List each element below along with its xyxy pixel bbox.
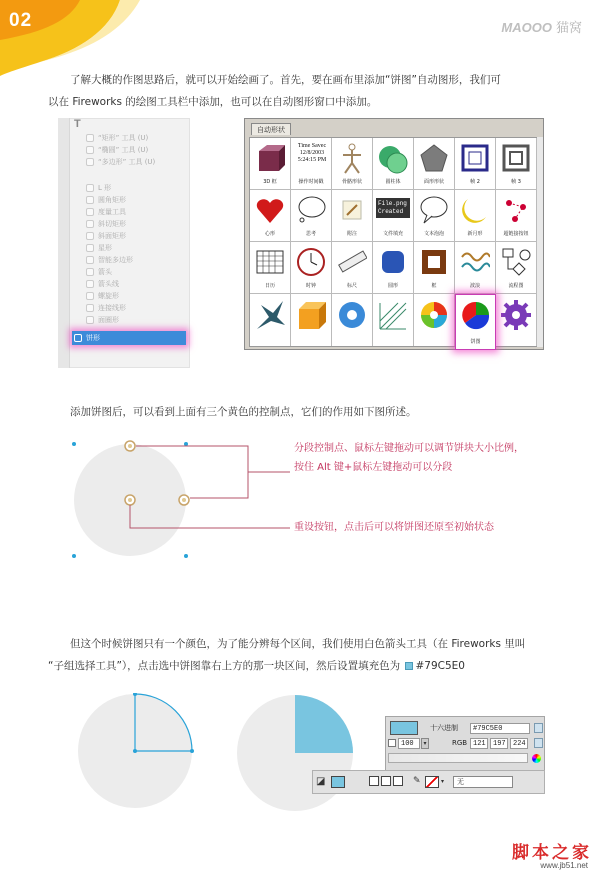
wireframe-icon xyxy=(378,299,408,335)
pie-chart-icon xyxy=(461,300,491,332)
shape-note[interactable]: 附注 xyxy=(332,190,373,242)
crescent-icon xyxy=(460,195,490,227)
3d-box-icon xyxy=(255,143,285,175)
reset-button-note: 重设按钮，点击后可以将饼图还原至初始状态 xyxy=(294,522,494,533)
opacity-input[interactable]: 100 xyxy=(398,738,420,749)
menu-item-spiral[interactable]: 螺旋形 xyxy=(86,290,119,302)
burst-icon xyxy=(255,299,285,335)
fill-color-box[interactable] xyxy=(331,776,345,788)
menu-item-connector[interactable]: 连接线形 xyxy=(86,302,126,314)
shape-ruler[interactable]: 标尺 xyxy=(332,242,373,294)
chapter-badge: 02 xyxy=(9,10,33,31)
bbox-handle-top-right[interactable] xyxy=(184,442,188,446)
autoshapes-window xyxy=(244,118,544,350)
pencil-icon[interactable]: ✎ xyxy=(413,776,421,786)
blue-input[interactable]: 224 xyxy=(510,738,528,749)
speech-bubble-icon xyxy=(419,195,449,227)
pie-filled-segment xyxy=(235,693,375,823)
opacity-dropdown-icon[interactable]: ▾ xyxy=(421,738,429,749)
hex-copy-icon[interactable] xyxy=(534,723,543,733)
shape-ring[interactable] xyxy=(332,294,373,346)
color-picker-panel xyxy=(385,716,545,776)
shape-pie-chart-highlighted[interactable]: 饼图 xyxy=(455,294,496,350)
heart-icon xyxy=(255,195,285,227)
note-icon xyxy=(337,195,367,227)
ring-icon xyxy=(337,299,367,335)
subselect-instruction-line-2: “子组选择工具”），点击选中饼图靠右上方的那一块区间，然后设置填充色为 #79C5E0 xyxy=(48,660,465,672)
opacity-icon xyxy=(388,739,396,747)
shape-3d-cube[interactable] xyxy=(291,294,332,346)
bbox-handle-bottom-left[interactable] xyxy=(72,554,76,558)
menu-item-rectangle[interactable]: “矩形” 工具 (U) xyxy=(86,132,148,144)
hex-label: 十六进制 xyxy=(430,724,458,732)
shape-gear[interactable] xyxy=(496,294,537,346)
skeleton-icon xyxy=(337,143,367,175)
watermark-title: 脚本之家 xyxy=(512,843,592,863)
menu-item-pie-selected[interactable]: 饼形 xyxy=(72,331,186,345)
shape-hyperlink[interactable]: 超链接按钮 xyxy=(496,190,537,242)
hex-input[interactable]: #79C5E0 xyxy=(470,723,530,734)
green-input[interactable]: 197 xyxy=(490,738,508,749)
hyperlink-icon xyxy=(501,195,531,227)
stroke-style-select[interactable]: 无 xyxy=(453,776,513,788)
shape-thought[interactable]: 思考 xyxy=(291,190,332,242)
bbox-handle-top-left[interactable] xyxy=(72,442,76,446)
shape-frame-2[interactable]: 帧 2 xyxy=(455,138,496,190)
red-input[interactable]: 121 xyxy=(470,738,488,749)
film-frame-icon xyxy=(501,143,531,175)
thought-bubble-icon xyxy=(296,195,326,227)
subselect-instruction-line-1: 但这个时候饼图只有一个颜色，为了能分辨每个区间，我们使用白色箭头工具（在 Fireworks 里叫 xyxy=(70,638,526,650)
cylinder-icon xyxy=(378,143,408,175)
shape-polygon[interactable]: 面形形状 xyxy=(414,138,455,190)
shape-clock[interactable]: 时钟 xyxy=(291,242,332,294)
ruler-icon xyxy=(337,247,367,279)
cube-icon xyxy=(296,299,326,335)
menu-item-polygon[interactable]: “多边形” 工具 (U) xyxy=(86,156,155,168)
watermark-url: www.jb51.net xyxy=(540,861,588,870)
shape-3d-box[interactable]: 3D 框 xyxy=(250,138,291,190)
shape-skeleton[interactable]: 骨骼形状 xyxy=(332,138,373,190)
rgb-copy-icon[interactable] xyxy=(534,738,543,748)
menu-item-l-shape[interactable]: L 形 xyxy=(86,182,111,194)
no-color-icon[interactable] xyxy=(381,776,391,786)
pie-control-diagram xyxy=(60,432,260,562)
intro-line-1: 了解大概的作图思路后，就可以开始绘画了。首先，要在画布里添加“饼图”自动图形，我们可 xyxy=(70,74,501,86)
bbox-handle-bottom-right[interactable] xyxy=(184,554,188,558)
color-swatch xyxy=(405,662,413,670)
swap-colors-icon[interactable] xyxy=(393,776,403,786)
color-ramp[interactable] xyxy=(388,753,528,763)
menu-item-star[interactable]: 星形 xyxy=(86,242,112,254)
rounded-square-icon xyxy=(378,247,408,279)
flowchart-icon xyxy=(501,247,531,279)
shape-frame-3[interactable]: 帧 3 xyxy=(496,138,537,190)
menu-item-arrow[interactable]: 箭头 xyxy=(86,266,112,278)
calendar-icon xyxy=(255,247,285,279)
clock-icon xyxy=(296,247,326,279)
shape-speech-bubble[interactable]: 文本泡泡 xyxy=(414,190,455,242)
color-wheel-icon[interactable] xyxy=(532,754,541,763)
menu-item-rounded-rect[interactable]: 圆角矩形 xyxy=(86,194,126,206)
default-colors-icon[interactable] xyxy=(369,776,379,786)
shape-flowchart[interactable]: 流程图 xyxy=(496,242,537,294)
frame-icon xyxy=(460,143,490,175)
pie-selected-outline xyxy=(75,693,215,818)
control-points-intro: 添加饼图后，可以看到上面有三个黄色的控制点，它们的作用如下图所述。 xyxy=(70,406,417,418)
menu-item-measure[interactable]: 度量工具 xyxy=(86,206,126,218)
menu-item-smart-polygon[interactable]: 智能多边形 xyxy=(86,254,133,266)
rgb-label: RGB xyxy=(452,739,468,747)
segment-point-note-line-1: 分段控制点、鼠标左键拖动可以调节饼块大小比例， xyxy=(294,443,524,454)
shape-wireframe[interactable] xyxy=(373,294,414,346)
stroke-dropdown-icon[interactable]: ▾ xyxy=(441,778,445,785)
menu-item-ellipse[interactable]: “椭圆” 工具 (U) xyxy=(86,144,148,156)
filled-segment[interactable] xyxy=(295,695,353,753)
autoshapes-grid xyxy=(249,137,539,347)
brand-logo: MAOOO 猫窝 xyxy=(501,20,582,35)
paint-bucket-icon[interactable]: ◪ xyxy=(316,776,326,787)
shape-cylinder[interactable]: 圆柱体 xyxy=(373,138,414,190)
shape-wave[interactable]: 波浪 xyxy=(455,242,496,294)
color-spiral-icon xyxy=(419,299,449,335)
intro-line-2: 以在 Fireworks 的绘图工具栏中添加，也可以在自动图形窗口中添加。 xyxy=(48,96,378,108)
menu-item-bevel-rect[interactable]: 斜面矩形 xyxy=(86,230,126,242)
wood-frame-icon xyxy=(419,247,449,279)
text-tool-icon: T xyxy=(74,118,81,130)
shape-box-frame[interactable]: 框 xyxy=(414,242,455,294)
shape-heart[interactable]: 心形 xyxy=(250,190,291,242)
fill-stroke-toolbar xyxy=(312,770,545,794)
pentagon-icon xyxy=(419,143,449,175)
shape-crescent[interactable]: 新月形 xyxy=(455,190,496,242)
menu-item-chamfer-rect[interactable]: 斜切矩形 xyxy=(86,218,126,230)
shape-file-fill[interactable]: File.png Created 文件填充 xyxy=(373,190,414,242)
menu-item-arrow-line[interactable]: 箭头线 xyxy=(86,278,119,290)
shape-round[interactable]: 圆形 xyxy=(373,242,414,294)
wave-icon xyxy=(460,247,490,279)
toolbar-strip xyxy=(58,118,70,368)
shape-timestamp[interactable]: Time Savec 12/8/2003 5:24:15 PM 操作时间戳 xyxy=(291,138,332,190)
stroke-color-box[interactable] xyxy=(425,776,439,788)
color-preview-swatch xyxy=(390,721,418,735)
shape-spiral-color[interactable] xyxy=(414,294,455,346)
menu-item-donut[interactable]: 面圈形 xyxy=(86,314,119,326)
autoshapes-tab[interactable]: 自动形状 xyxy=(251,123,291,135)
shape-burst[interactable] xyxy=(250,294,291,346)
autoshapes-scrollbar[interactable] xyxy=(537,137,543,347)
segment-point-note-line-2: 按住 Alt 键+鼠标左键拖动可以分段 xyxy=(294,462,453,473)
gear-icon xyxy=(501,299,531,335)
shape-calendar[interactable]: 日历 xyxy=(250,242,291,294)
